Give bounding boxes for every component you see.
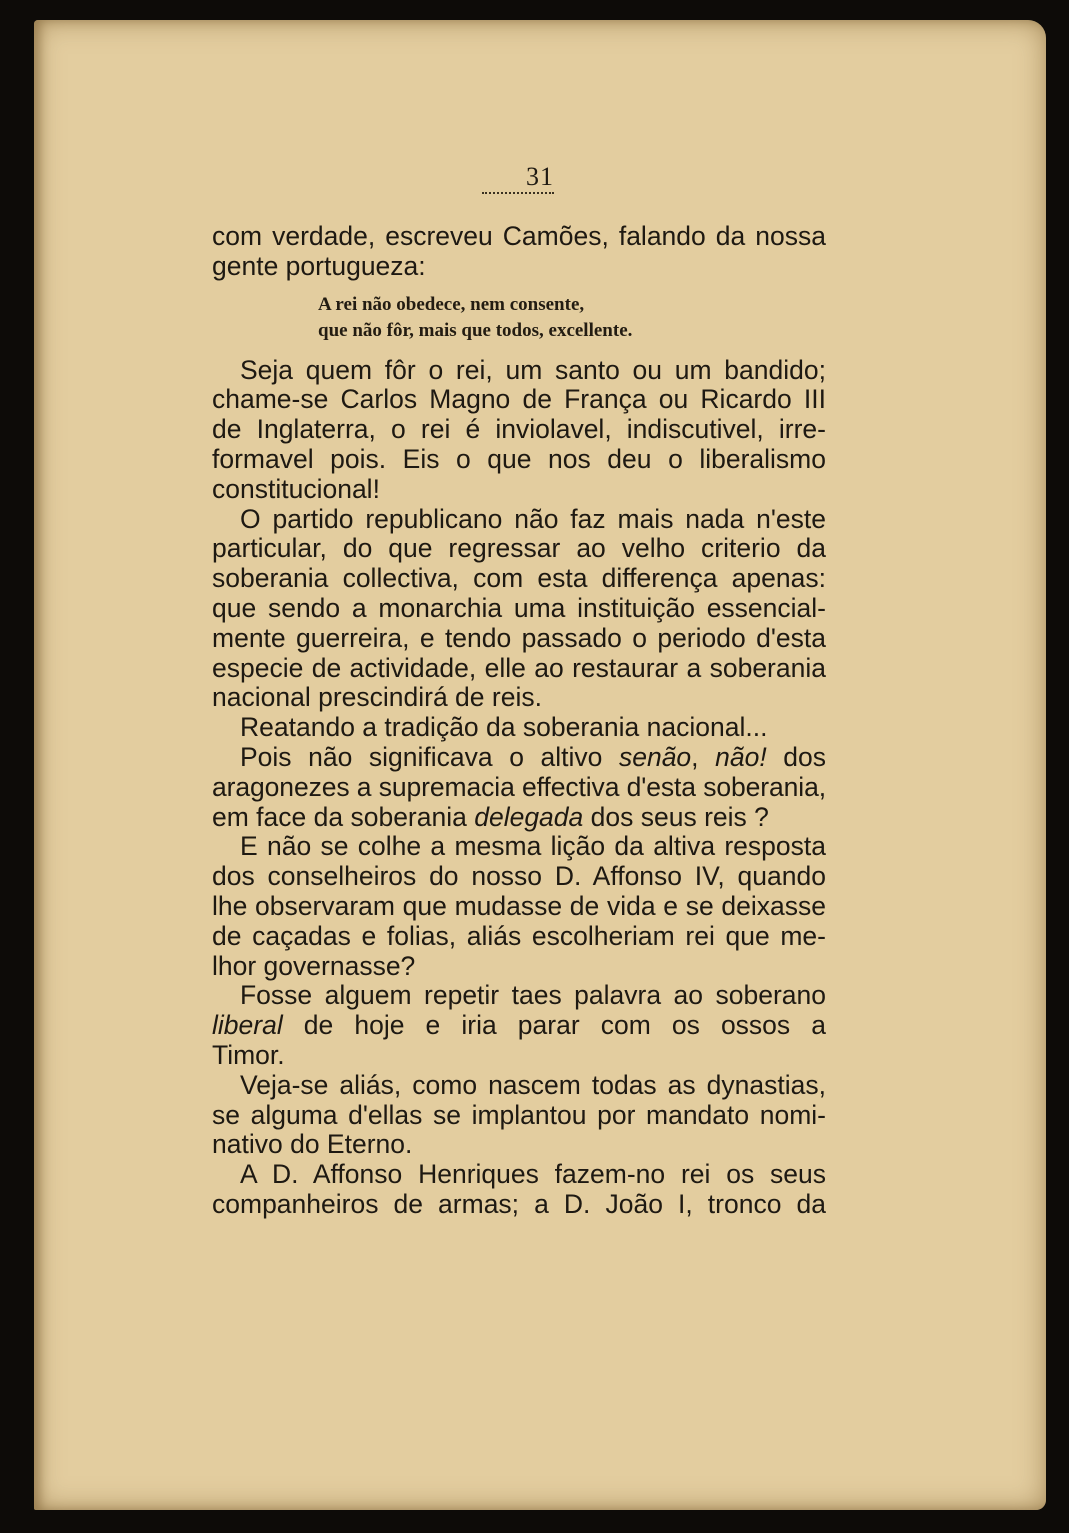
body-text [212,356,826,1220]
text-line: Pois não significava o altivo senão, não! dos [240,741,826,772]
text-line: de Inglaterra, o rei é inviolavel, indiscutivel, irre- [212,414,826,445]
book-page [34,20,1046,1510]
text-line: A D. Affonso Henriques fazem-no rei os seus [240,1159,826,1190]
verse-quote [318,292,826,344]
text-line: gente portugueza: [212,250,426,281]
text-line: Veja-se aliás, como nascem todas as dynastias, [240,1069,826,1100]
page-number-rule [482,192,554,194]
verse-line: que não fôr, mais que todos, excellente. [318,319,633,341]
text-line: formavel pois. Eis o que nos deu o liberalismo [212,443,826,474]
text-line: companheiros de armas; a D. João I, tronco da [212,1188,826,1219]
text-line: soberania collectiva, com esta differença apenas: [212,563,826,594]
text-line: particular, do que regressar ao velho criterio da [212,533,826,564]
text-line: de caçadas e folias, aliás escolheriam rei que me- [212,920,826,951]
text-line: liberal de hoje e iria parar com os ossos a [212,1010,826,1041]
italic-word: liberal [212,1010,283,1041]
text-line: mente guerreira, e tendo passado o periodo d'esta [212,622,826,653]
text-line: E não se colhe a mesma lição da altiva resposta [240,831,826,862]
italic-word: delegada [474,801,584,832]
text-line: dos conselheiros do nosso D. Affonso IV, quando [212,861,826,892]
text-line: especie de actividade, elle ao restaurar a soberania [212,652,826,683]
verse-line: A rei não obedece, nem consente, [318,293,585,315]
text-line: Seja quem fôr o rei, um santo ou um bandido; [240,354,826,385]
text-line: O partido republicano não faz mais nada n'este [240,503,826,534]
text-line: se alguma d'ellas se implantou por mandato nomi- [212,1099,826,1130]
italic-word: não! [715,741,767,772]
text-line: Fosse alguem repetir taes palavra ao soberano [240,980,826,1011]
text-line: em face da soberania delegada dos seus reis ? [212,801,769,832]
text-line: chame-se Carlos Magno de França ou Ricardo III [212,384,826,415]
text-line: lhor governasse? [212,950,416,981]
text-line: que sendo a monarchia uma instituição essencial- [212,592,826,623]
text-line: nacional prescindirá de reis. [212,682,542,713]
text-line: com verdade, escreveu Camões, falando da nossa [212,221,826,251]
italic-word: senão [618,741,692,772]
page-text [212,222,826,1220]
opening-lines [212,222,826,282]
text-line: nativo do Eterno. [212,1129,413,1160]
text-line: Reatando a tradição da soberania nacional... [240,712,768,743]
text-line: constitucional! [212,473,380,504]
text-line: aragonezes a supremacia effectiva d'esta soberania, [212,771,826,802]
text-line: Timor. [212,1039,285,1070]
text-line: lhe observaram que mudasse de vida e se deixasse [212,890,826,921]
page-number: 31 [526,162,554,191]
